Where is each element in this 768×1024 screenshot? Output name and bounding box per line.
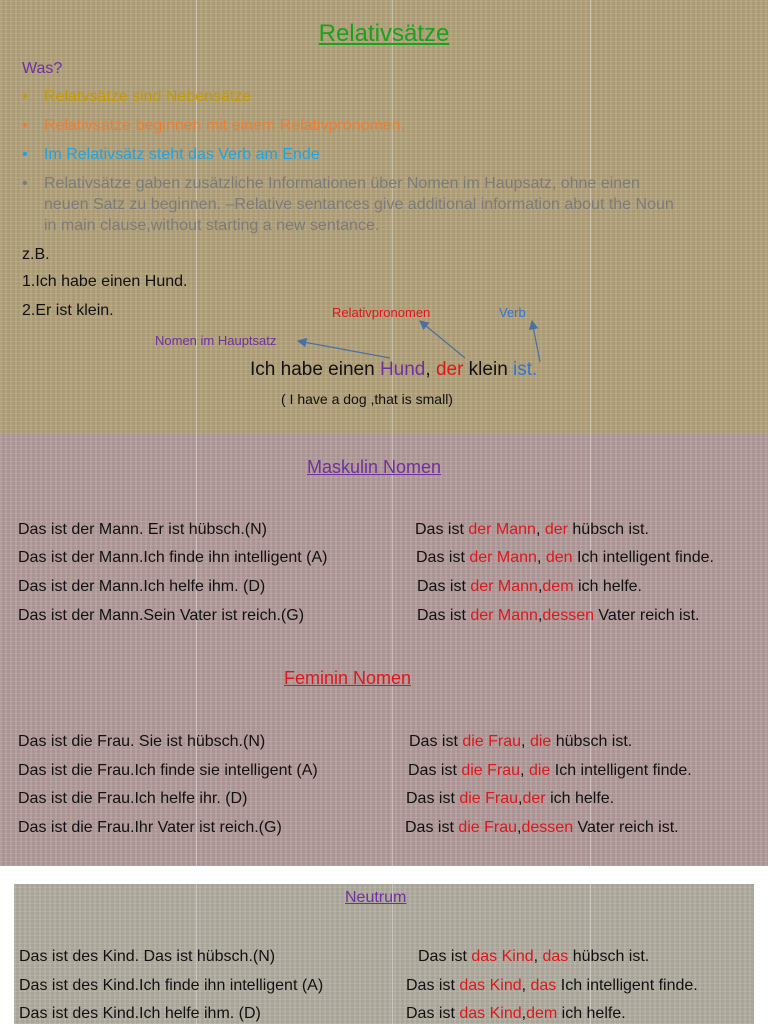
- row-pronoun: die: [528, 762, 551, 779]
- row-noun: der Mann: [468, 521, 536, 538]
- mask-row-left: Das ist der Mann.Ich finde ihn intelligent (A): [18, 549, 328, 566]
- row-pronoun: der: [544, 521, 568, 538]
- row-text: Das ist: [405, 819, 459, 836]
- row-text: ich helfe.: [545, 790, 615, 807]
- row-text: ,: [520, 762, 529, 779]
- neutrum-row-right: [418, 948, 649, 966]
- row-pronoun: den: [545, 549, 573, 566]
- example-part: klein: [463, 359, 514, 380]
- mask-row-right: [416, 549, 714, 567]
- example-sentence: [250, 359, 537, 381]
- row-noun: der Mann: [470, 607, 538, 624]
- bullet-dot: •: [22, 175, 28, 192]
- label-relativpronomen: Relativpronomen: [332, 305, 431, 320]
- fem-row-left: Das ist die Frau.Ich helfe ihr. (D): [18, 790, 248, 807]
- row-text: Das ist: [417, 578, 471, 595]
- row-pronoun: das: [542, 948, 569, 965]
- row-pronoun: dessen: [542, 607, 594, 624]
- row-text: ,: [537, 578, 543, 595]
- row-pronoun: dem: [542, 578, 574, 595]
- arrow-to-relativpronomen: [420, 321, 465, 358]
- row-text: Das ist: [406, 790, 460, 807]
- was-heading: Was?: [22, 60, 63, 77]
- example-1: 1.Ich habe einen Hund.: [22, 273, 188, 290]
- label-verb: Verb: [499, 305, 526, 320]
- row-noun: der Mann: [470, 578, 538, 595]
- bullet-dot: •: [22, 117, 28, 134]
- page-title: Relativsätze: [318, 20, 450, 47]
- row-text: hübsch ist.: [551, 733, 633, 750]
- row-text: Vater reich ist.: [573, 819, 679, 836]
- row-text: Das ist: [418, 948, 472, 965]
- zb-label: z.B.: [22, 246, 50, 263]
- bullet-text: in main clause,without starting a new sentance.: [44, 217, 380, 234]
- bullet-text: neuen Satz zu beginnen. –Relative sentances give additional information about the Noun: [44, 196, 674, 213]
- row-text: ,: [535, 521, 545, 538]
- row-noun: das Kind: [459, 1005, 522, 1022]
- fem-row-right: [408, 762, 692, 780]
- row-text: ,: [537, 607, 543, 624]
- example-part: Ich habe einen: [250, 359, 380, 380]
- bullet-text: Relativsätze gaben zusätzliche Informationen über Nomen im Haupsatz, ohne einen: [44, 175, 640, 192]
- row-pronoun: der: [522, 790, 546, 807]
- fem-row-left: Das ist die Frau.Ich finde sie intelligent (A): [18, 762, 318, 779]
- example-2: 2.Er ist klein.: [22, 302, 114, 319]
- row-noun: die Frau: [461, 762, 521, 779]
- mask-row-right: [417, 578, 642, 596]
- row-text: ,: [521, 977, 531, 994]
- row-noun: die Frau: [462, 733, 522, 750]
- row-text: ich helfe.: [573, 578, 642, 595]
- row-text: ich helfe.: [557, 1005, 626, 1022]
- example-relativpronomen: der: [435, 359, 464, 380]
- mask-row-right: [417, 607, 700, 625]
- row-noun: das Kind: [459, 977, 522, 994]
- row-pronoun: die: [529, 733, 552, 750]
- row-noun: die Frau: [459, 790, 519, 807]
- row-text: ,: [521, 1005, 527, 1022]
- bullet-dot: •: [22, 88, 28, 105]
- fem-row-right: [409, 733, 632, 751]
- row-noun: der Mann: [469, 549, 537, 566]
- example-translation: ( I have a dog ,that is small): [281, 391, 453, 407]
- neutrum-row-right: [406, 977, 698, 995]
- row-text: Ich intelligent finde.: [556, 977, 698, 994]
- mask-row-left: Das ist der Mann.Ich helfe ihm. (D): [18, 578, 266, 595]
- row-text: ,: [521, 733, 530, 750]
- neutrum-row-right: [406, 1005, 626, 1023]
- mask-row-right: [415, 521, 649, 539]
- fem-row-right: [405, 819, 679, 837]
- row-text: Ich intelligent finde.: [550, 762, 692, 779]
- mask-row-left: Das ist der Mann. Er ist hübsch.(N): [18, 521, 267, 538]
- fem-row-left: Das ist die Frau.Ihr Vater ist reich.(G): [18, 819, 282, 836]
- row-text: hübsch ist.: [568, 948, 650, 965]
- row-text: Das ist: [416, 549, 470, 566]
- row-text: ,: [533, 948, 543, 965]
- row-text: Das ist: [408, 762, 462, 779]
- arrow-to-verb: [532, 321, 540, 362]
- neutrum-row-left: Das ist des Kind.Ich finde ihn intelligent (A): [19, 977, 324, 994]
- row-text: ,: [517, 819, 522, 836]
- example-part: ,: [425, 359, 436, 380]
- row-text: hübsch ist.: [567, 521, 649, 538]
- maskulin-title: Maskulin Nomen: [307, 457, 442, 477]
- row-text: Ich intelligent finde.: [572, 549, 714, 566]
- example-verb: ist.: [513, 359, 538, 380]
- fem-row-right: [406, 790, 614, 808]
- row-pronoun: dessen: [521, 819, 574, 836]
- neutrum-title: Neutrum: [345, 889, 407, 906]
- row-noun: das Kind: [471, 948, 534, 965]
- row-text: Das ist: [415, 521, 469, 538]
- neutrum-row-left: Das ist des Kind. Das ist hübsch.(N): [19, 948, 276, 965]
- row-text: ,: [518, 790, 523, 807]
- feminin-title: Feminin Nomen: [284, 668, 412, 688]
- row-text: Das ist: [406, 977, 460, 994]
- bullet-text: Relatvsätze sind Nebensätze: [44, 88, 252, 105]
- row-text: ,: [536, 549, 546, 566]
- label-nomen-im-hauptsatz: Nomen im Hauptsatz: [155, 333, 277, 348]
- row-text: Das ist: [409, 733, 463, 750]
- neutrum-row-left: Das ist des Kind.Ich helfe ihm. (D): [19, 1005, 261, 1022]
- row-noun: die Frau: [458, 819, 518, 836]
- arrow-to-nomen: [298, 341, 390, 358]
- row-text: Vater reich ist.: [593, 607, 700, 624]
- bullet-text: Relativsätze beginnen mit einem Relativpronomen.: [44, 117, 406, 134]
- row-text: Das ist: [417, 607, 471, 624]
- bullet-dot: •: [22, 146, 28, 163]
- mask-row-left: Das ist der Mann.Sein Vater ist reich.(G): [18, 607, 305, 624]
- row-text: Das ist: [406, 1005, 460, 1022]
- fem-row-left: Das ist die Frau. Sie ist hübsch.(N): [18, 733, 266, 750]
- example-noun: Hund: [379, 359, 426, 380]
- row-pronoun: das: [530, 977, 557, 994]
- row-pronoun: dem: [526, 1005, 558, 1022]
- bullet-text: Im Relativsätz steht das Verb am Ende: [44, 146, 320, 163]
